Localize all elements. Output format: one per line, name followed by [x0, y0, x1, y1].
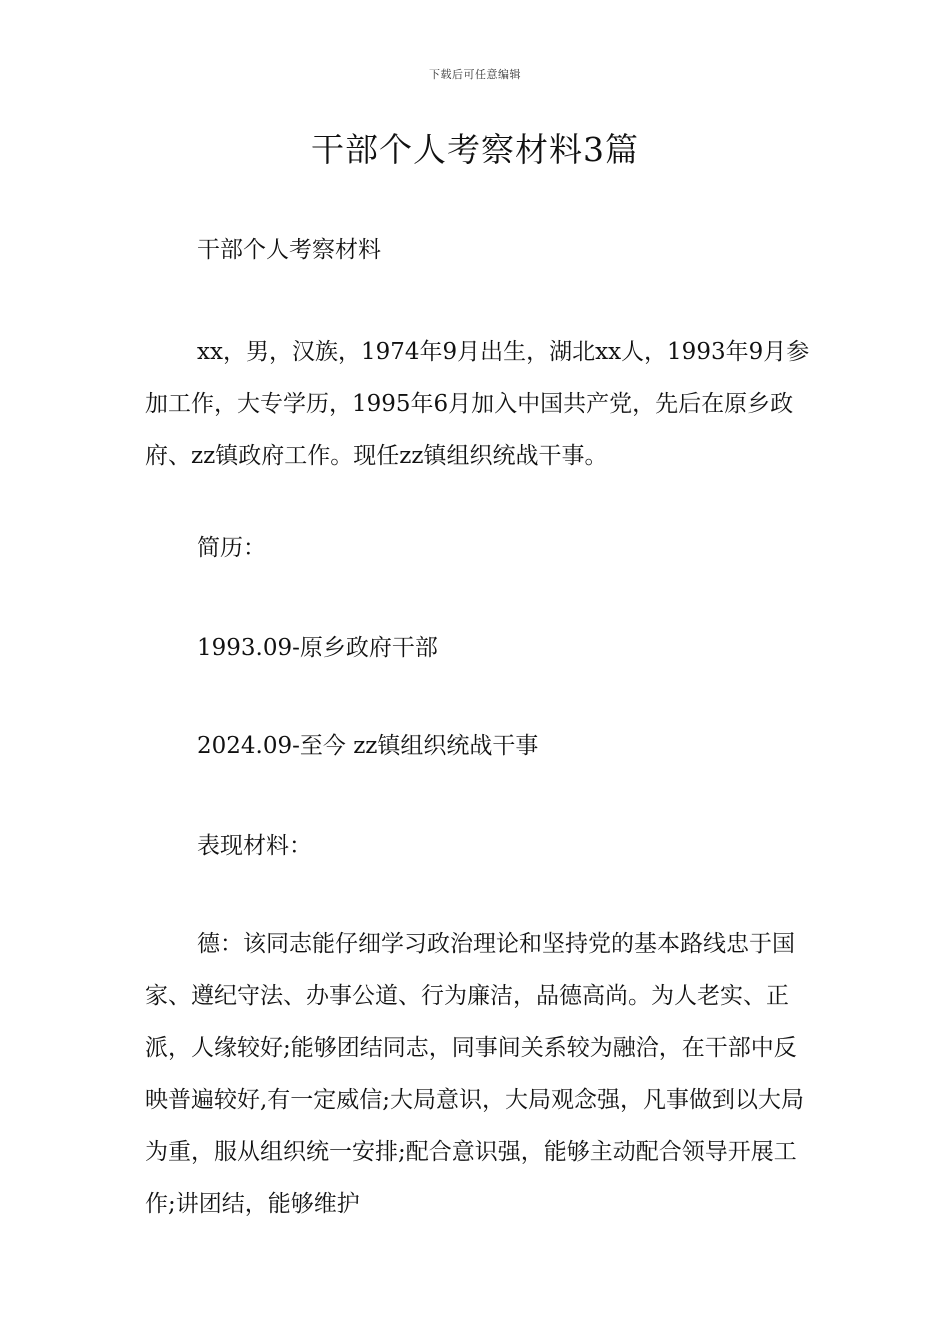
header-note: 下载后可任意编辑 — [429, 68, 521, 81]
paragraph-resume-item-1: 1993.09-原乡政府干部 — [197, 635, 438, 661]
paragraph-virtue: 德：该同志能仔细学习政治理论和坚持党的基本路线忠于国家、遵纪守法、办事公道、行为廉洁，品德高尚。为人老实、正派，人缘较好;能够团结同志，同事间关系较为融洽，在干部中反映普遍较好,有一定威信;大局意识，大局观念强，凡事做到以大局为重，服从组织统一安排;配合意识强，能够主动配合领导开展工作;讲团结，能够维护 — [145, 931, 805, 1217]
paragraph-bio: xx，男，汉族，1974年9月出生，湖北xx人，1993年9月参加工作，大专学历，1995年6月加入中国共产党，先后在原乡政府、zz镇政府工作。现任zz镇组织统战干事。 — [145, 339, 810, 469]
paragraph-performance-heading: 表现材料： — [197, 833, 312, 859]
paragraph-subtitle: 干部个人考察材料 — [197, 237, 381, 263]
paragraph-resume-item-2: 2024.09-至今 zz镇组织统战干事 — [197, 733, 539, 759]
paragraph-resume-heading: 简历： — [197, 535, 266, 561]
document-title: 干部个人考察材料3篇 — [311, 130, 639, 169]
